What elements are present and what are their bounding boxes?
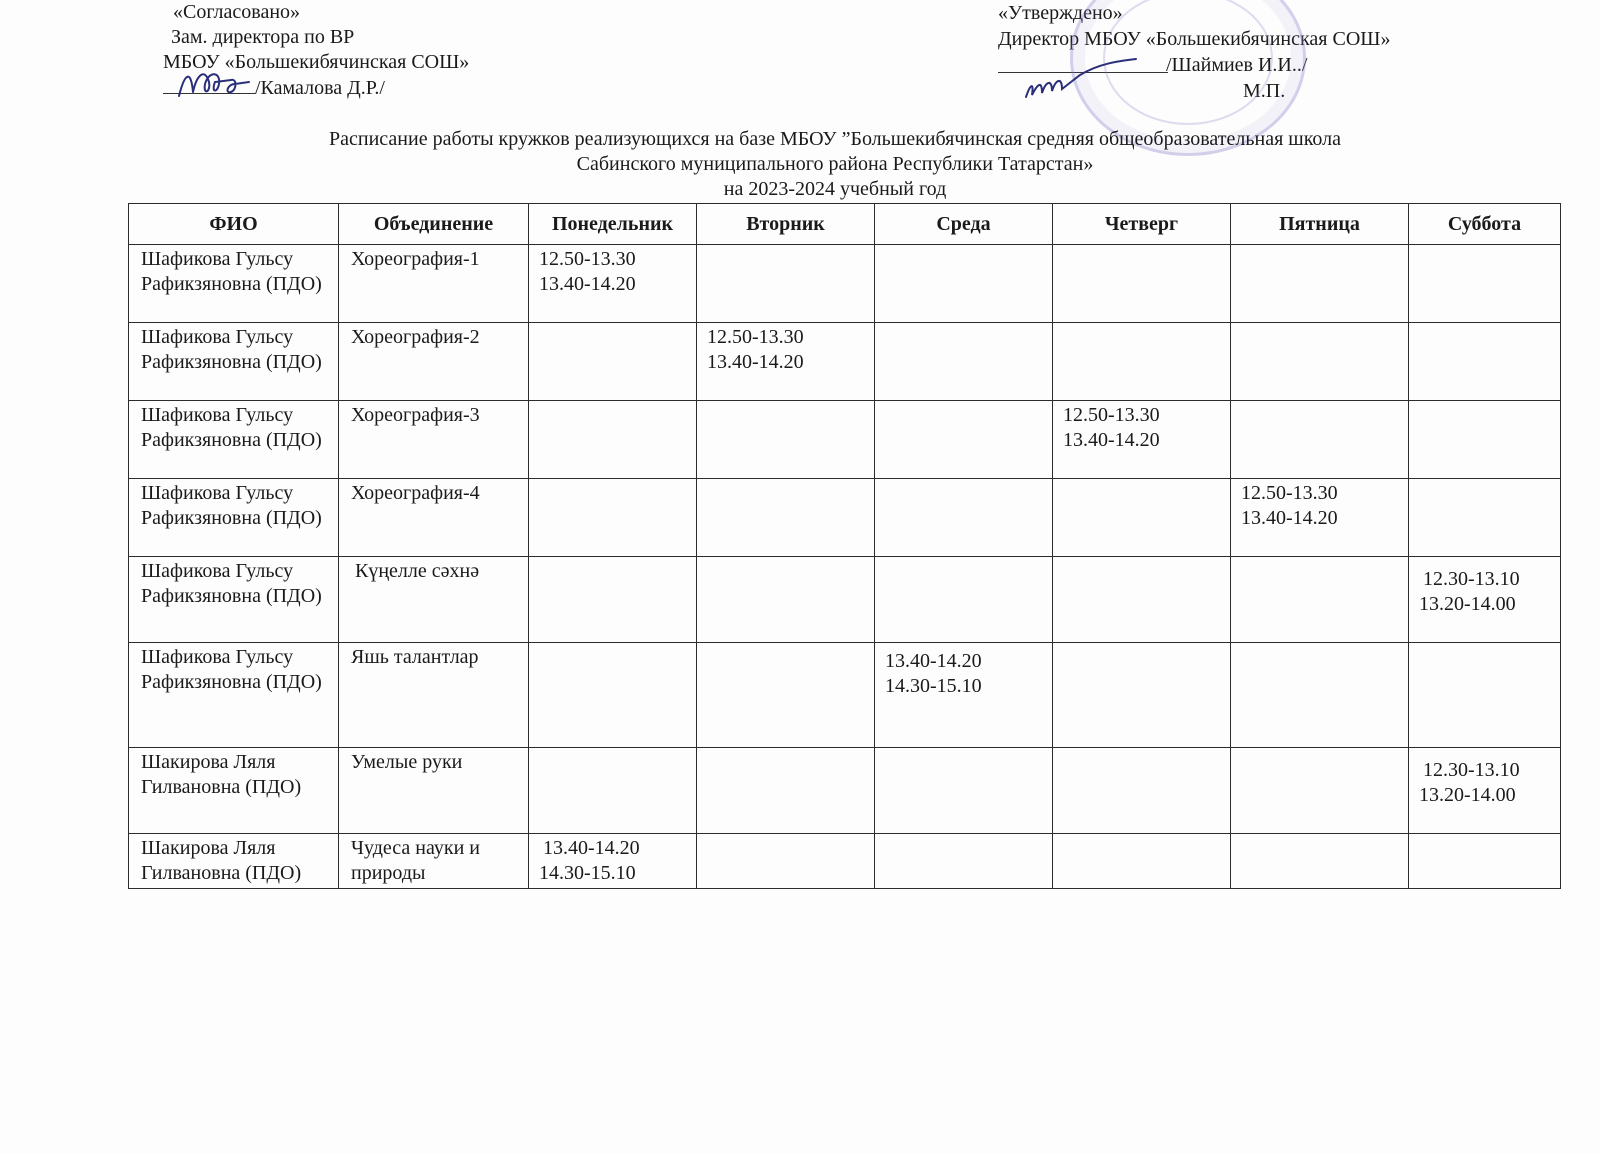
title-line-2: Сабинского муниципального района Республики Татарстан» — [576, 153, 1094, 175]
time-slot: 12.50-13.30 — [539, 248, 636, 270]
cell-tuesday — [697, 401, 875, 479]
cell-friday — [1231, 748, 1409, 834]
cell-wednesday — [875, 643, 1053, 748]
cell-wednesday — [875, 834, 1053, 889]
cell-ob: Хореография-3 — [339, 401, 529, 479]
document-title — [130, 127, 1540, 202]
approval-left-block — [163, 0, 583, 101]
cell-ob: Чудеса науки и природы — [339, 834, 529, 889]
approval-right-signature-row — [998, 52, 1558, 78]
approval-left-heading: «Согласовано» — [173, 1, 301, 23]
time-slot: 12.30-13.10 — [1423, 759, 1520, 781]
cell-wednesday — [875, 748, 1053, 834]
approval-right-block — [998, 0, 1558, 104]
cell-ob: Хореография-1 — [339, 245, 529, 323]
cell-fio: Шакирова Ляля Гилвановна (ПДО) — [129, 748, 339, 834]
cell-fio: Шакирова Ляля Гилвановна (ПДО) — [129, 834, 339, 889]
table-row — [129, 323, 1561, 401]
time-slot: 13.20-14.00 — [1419, 593, 1516, 615]
time-slot: 14.30-15.10 — [539, 862, 636, 884]
column-header-tuesday: Вторник — [697, 204, 875, 245]
title-line-1: Расписание работы кружков реализующихся на базе МБОУ ”Большекибячинская средняя общеобразовательная школа — [329, 128, 1341, 150]
cell-thursday — [1053, 643, 1231, 748]
cell-wednesday — [875, 323, 1053, 401]
approval-left-signature-row — [163, 75, 583, 101]
cell-monday — [529, 557, 697, 643]
cell-ob: Күңелле сәхнә — [339, 557, 529, 643]
signature-line — [163, 75, 255, 94]
column-header-thursday: Четверг — [1053, 204, 1231, 245]
table-row — [129, 557, 1561, 643]
cell-wednesday — [875, 245, 1053, 323]
cell-monday — [529, 748, 697, 834]
table-row — [129, 401, 1561, 479]
cell-fio: Шафикова Гульсу Рафикзяновна (ПДО) — [129, 557, 339, 643]
table-row — [129, 748, 1561, 834]
cell-friday — [1231, 245, 1409, 323]
cell-friday — [1231, 834, 1409, 889]
table-row — [129, 245, 1561, 323]
time-slot: 13.40-14.20 — [543, 837, 640, 859]
cell-monday — [529, 401, 697, 479]
cell-fio: Шафикова Гульсу Рафикзяновна (ПДО) — [129, 479, 339, 557]
time-slot: 12.30-13.10 — [1423, 568, 1520, 590]
cell-tuesday — [697, 557, 875, 643]
cell-thursday — [1053, 245, 1231, 323]
cell-fio: Шафикова Гульсу Рафикзяновна (ПДО) — [129, 245, 339, 323]
signature-line — [998, 72, 1168, 73]
time-slot: 13.40-14.20 — [885, 650, 982, 672]
seal-label: М.П. — [1243, 80, 1286, 102]
column-header-saturday: Суббота — [1409, 204, 1561, 245]
time-slot: 12.50-13.30 — [1063, 404, 1160, 426]
cell-saturday — [1409, 748, 1561, 834]
cell-thursday — [1053, 401, 1231, 479]
cell-tuesday — [697, 323, 875, 401]
approval-right-heading: «Утверждено» — [998, 2, 1123, 24]
schedule-table — [128, 203, 1561, 889]
time-slot: 12.50-13.30 — [707, 326, 804, 348]
cell-friday — [1231, 401, 1409, 479]
cell-tuesday — [697, 834, 875, 889]
cell-friday — [1231, 479, 1409, 557]
column-header-fio: ФИО — [129, 204, 339, 245]
cell-thursday — [1053, 479, 1231, 557]
schedule-body — [129, 245, 1561, 889]
column-header-monday: Понедельник — [529, 204, 697, 245]
approval-left-org: МБОУ «Большекибячинская СОШ» — [163, 51, 470, 73]
column-header-wednesday: Среда — [875, 204, 1053, 245]
time-slot: 13.40-14.20 — [707, 351, 804, 373]
approval-left-signatory: /Камалова Д.Р./ — [255, 77, 385, 99]
approval-right-position: Директор МБОУ «Большекибячинская СОШ» — [998, 28, 1391, 50]
cell-saturday — [1409, 834, 1561, 889]
cell-friday — [1231, 557, 1409, 643]
cell-tuesday — [697, 748, 875, 834]
cell-ob: Хореография-4 — [339, 479, 529, 557]
cell-ob: Хореография-2 — [339, 323, 529, 401]
time-slot: 12.50-13.30 — [1241, 482, 1338, 504]
cell-ob: Яшь талантлар — [339, 643, 529, 748]
column-header-ob: Объединение — [339, 204, 529, 245]
cell-saturday — [1409, 643, 1561, 748]
title-line-3: на 2023-2024 учебный год — [723, 178, 947, 200]
cell-monday — [529, 323, 697, 401]
cell-monday — [529, 643, 697, 748]
cell-saturday — [1409, 401, 1561, 479]
time-slot: 13.40-14.20 — [539, 273, 636, 295]
cell-tuesday — [697, 643, 875, 748]
cell-saturday — [1409, 245, 1561, 323]
cell-saturday — [1409, 323, 1561, 401]
cell-thursday — [1053, 323, 1231, 401]
time-slot: 13.40-14.20 — [1241, 507, 1338, 529]
table-header-row — [129, 204, 1561, 245]
cell-wednesday — [875, 401, 1053, 479]
cell-monday — [529, 479, 697, 557]
time-slot: 13.40-14.20 — [1063, 429, 1160, 451]
cell-tuesday — [697, 479, 875, 557]
cell-saturday — [1409, 479, 1561, 557]
time-slot: 13.20-14.00 — [1419, 784, 1516, 806]
table-row — [129, 643, 1561, 748]
cell-tuesday — [697, 245, 875, 323]
cell-fio: Шафикова Гульсу Рафикзяновна (ПДО) — [129, 323, 339, 401]
cell-wednesday — [875, 557, 1053, 643]
cell-fio: Шафикова Гульсу Рафикзяновна (ПДО) — [129, 401, 339, 479]
cell-fio: Шафикова Гульсу Рафикзяновна (ПДО) — [129, 643, 339, 748]
cell-thursday — [1053, 557, 1231, 643]
approval-right-signatory: /Шаймиев И.И../ — [1166, 54, 1308, 76]
approval-left-position: Зам. директора по ВР — [171, 26, 355, 48]
cell-thursday — [1053, 748, 1231, 834]
table-row — [129, 834, 1561, 889]
cell-ob: Умелые руки — [339, 748, 529, 834]
column-header-friday: Пятница — [1231, 204, 1409, 245]
cell-monday — [529, 834, 697, 889]
time-slot: 14.30-15.10 — [885, 675, 982, 697]
cell-thursday — [1053, 834, 1231, 889]
cell-friday — [1231, 643, 1409, 748]
cell-monday — [529, 245, 697, 323]
cell-saturday — [1409, 557, 1561, 643]
cell-friday — [1231, 323, 1409, 401]
table-row — [129, 479, 1561, 557]
cell-wednesday — [875, 479, 1053, 557]
